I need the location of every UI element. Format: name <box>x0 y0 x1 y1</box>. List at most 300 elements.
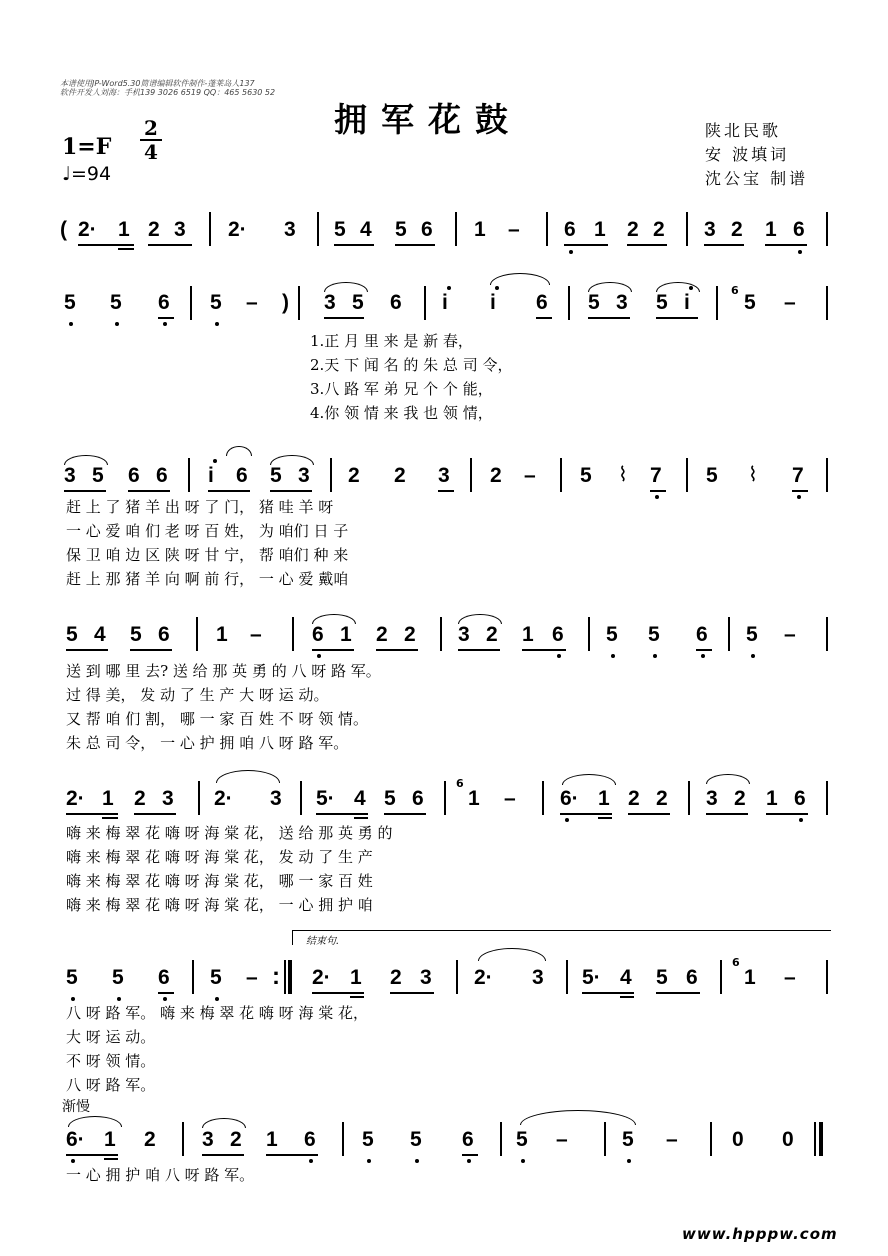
barline <box>470 458 472 492</box>
note: 2· <box>312 966 331 989</box>
note: 1 <box>598 787 610 810</box>
note: 7 <box>792 464 804 487</box>
low-dot <box>557 654 561 658</box>
underline <box>118 248 134 250</box>
note: 6 <box>158 966 170 989</box>
low-dot <box>521 1159 525 1163</box>
underline <box>78 244 134 246</box>
note: 5 <box>334 218 346 241</box>
low-dot <box>798 250 802 254</box>
note: 5 <box>270 464 282 487</box>
note: 1 <box>104 1128 116 1151</box>
note: 3 <box>162 787 174 810</box>
barline <box>317 212 319 246</box>
underline <box>66 813 118 815</box>
note: 3 <box>532 966 544 989</box>
low-dot <box>701 654 705 658</box>
note: 6 <box>421 218 433 241</box>
underline <box>270 490 312 492</box>
note: – <box>784 291 796 314</box>
underline <box>334 244 374 246</box>
note: 1 <box>118 218 130 241</box>
note: 6 <box>536 291 548 314</box>
note: 1 <box>766 787 778 810</box>
low-dot <box>569 250 573 254</box>
note: – <box>784 623 796 646</box>
underline <box>598 817 612 819</box>
note: 1 <box>468 787 480 810</box>
note: 2 <box>390 966 402 989</box>
underline <box>620 996 634 998</box>
low-dot <box>71 1159 75 1163</box>
song-info <box>705 119 808 191</box>
underline <box>202 1154 244 1156</box>
underline <box>458 649 500 651</box>
high-dot <box>689 286 693 290</box>
barline <box>542 781 544 815</box>
low-dot <box>797 495 801 499</box>
note: 7 <box>650 464 662 487</box>
slur <box>706 774 750 784</box>
note: 5 <box>622 1128 634 1151</box>
note: 5 <box>580 464 592 487</box>
underline <box>627 244 667 246</box>
grace-note-6: 6 <box>731 284 739 297</box>
barline <box>292 617 294 651</box>
note: 2· <box>78 218 97 241</box>
barline <box>826 781 828 815</box>
note: 5· <box>316 787 335 810</box>
underline <box>354 817 368 819</box>
note: 6 <box>236 464 248 487</box>
note: 6 <box>696 623 708 646</box>
barline <box>720 960 722 994</box>
lyric-verse-1: 一 心 拥 护 咱 八 呀 路 军。 <box>66 1166 255 1184</box>
underline <box>66 1154 118 1156</box>
note: 0 <box>732 1128 744 1151</box>
lyricist: 安 波填词 <box>705 145 790 164</box>
note: 5 <box>516 1128 528 1151</box>
note: 5 <box>112 966 124 989</box>
note: – <box>666 1128 678 1151</box>
lyric-verse-1: 嗨 来 梅 翠 花 嗨 呀 海 棠 花， 送 给 那 英 勇 的 <box>66 824 393 842</box>
underline <box>438 490 454 492</box>
underline <box>395 244 435 246</box>
note: 5 <box>64 291 76 314</box>
lyric-verse-2: 一 心 爱 咱 们 老 呀 百 姓， 为 咱们 日 子 <box>66 522 349 540</box>
low-dot <box>415 1159 419 1163</box>
low-dot <box>367 1159 371 1163</box>
low-dot <box>117 997 121 1001</box>
note: 5 <box>706 464 718 487</box>
note: – <box>250 623 262 646</box>
note: 1 <box>266 1128 278 1151</box>
note: 6 <box>312 623 324 646</box>
note: 6 <box>462 1128 474 1151</box>
underline <box>560 813 612 815</box>
repeat-barline-thick <box>288 960 292 994</box>
note: 6 <box>158 291 170 314</box>
note: 3 <box>438 464 450 487</box>
grace-note-6: 6 <box>732 956 740 969</box>
low-dot <box>655 495 659 499</box>
barline <box>342 1122 344 1156</box>
barline <box>826 458 828 492</box>
underline <box>628 813 670 815</box>
underline <box>462 1154 478 1156</box>
note: 5 <box>110 291 122 314</box>
note: 5 <box>92 464 104 487</box>
time-denominator: 4 <box>144 140 158 164</box>
note: 1 <box>340 623 352 646</box>
barline <box>198 781 200 815</box>
underline <box>582 992 634 994</box>
barline <box>500 1122 502 1156</box>
barline <box>588 617 590 651</box>
note: 2· <box>66 787 85 810</box>
barline <box>444 781 446 815</box>
underline <box>130 649 172 651</box>
underline <box>266 1154 318 1156</box>
note: 1 <box>102 787 114 810</box>
underline <box>766 813 808 815</box>
underline <box>650 490 666 492</box>
lyric-verse-2: 过 得 美， 发 动 了 生 产 大 呀 运 动。 <box>66 686 329 704</box>
underline <box>324 317 364 319</box>
note: 3 <box>420 966 432 989</box>
note: 5 <box>656 966 668 989</box>
note: i <box>442 291 448 314</box>
song-origin: 陕北民歌 <box>705 121 782 140</box>
note: 6 <box>156 464 168 487</box>
barline <box>826 617 828 651</box>
note: 5 <box>606 623 618 646</box>
note: 2 <box>627 218 639 241</box>
note: 2 <box>230 1128 242 1151</box>
note: 1 <box>474 218 486 241</box>
song-title: 拥军花鼓 <box>334 100 522 139</box>
underline <box>66 649 108 651</box>
lyric-verse-1: 八 呀 路 军。 嗨 来 梅 翠 花 嗨 呀 海 棠 花， <box>66 1004 368 1022</box>
note: 3 <box>706 787 718 810</box>
slur <box>216 770 280 783</box>
note: 2 <box>731 218 743 241</box>
lyric-verse-1: 1.正 月 里 来 是 新 春， <box>310 332 473 350</box>
underline <box>656 992 700 994</box>
barline <box>826 286 828 320</box>
underline <box>208 490 250 492</box>
note: – <box>784 966 796 989</box>
barline <box>560 458 562 492</box>
low-dot <box>317 654 321 658</box>
barline <box>826 212 828 246</box>
note: 5 <box>656 291 668 314</box>
final-barline-thick <box>819 1122 823 1156</box>
time-signature <box>140 118 162 162</box>
note: 1 <box>594 218 606 241</box>
barline <box>298 286 300 320</box>
barline <box>568 286 570 320</box>
low-dot <box>799 818 803 822</box>
underline <box>64 490 106 492</box>
barline <box>300 781 302 815</box>
lyric-verse-3: 嗨 来 梅 翠 花 嗨 呀 海 棠 花， 哪 一 家 百 姓 <box>66 872 373 890</box>
underline <box>102 817 118 819</box>
low-dot <box>309 1159 313 1163</box>
barline <box>456 960 458 994</box>
lyric-verse-4: 八 呀 路 军。 <box>66 1076 156 1094</box>
low-dot <box>653 654 657 658</box>
arranger: 沈公宝 制谱 <box>705 169 809 188</box>
software-credit-line-2: 软件开发人刘海：手机139 3026 6519 QQ：465 5630 52 <box>60 88 276 97</box>
note: 5 <box>384 787 396 810</box>
note: 2· <box>474 966 493 989</box>
note: 5 <box>588 291 600 314</box>
tempo-value: =94 <box>70 163 112 185</box>
underline <box>536 317 552 319</box>
barline <box>192 960 194 994</box>
barline <box>686 458 688 492</box>
note: – <box>508 218 520 241</box>
barline <box>196 617 198 651</box>
low-dot <box>627 1159 631 1163</box>
underline <box>656 317 698 319</box>
note: i <box>490 291 496 314</box>
barline <box>209 212 211 246</box>
note: 6 <box>793 218 805 241</box>
note: 6 <box>304 1128 316 1151</box>
underline <box>564 244 608 246</box>
note: – <box>504 787 516 810</box>
lyric-verse-3: 不 呀 领 情。 <box>66 1052 156 1070</box>
note: 3 <box>64 464 76 487</box>
barline <box>604 1122 606 1156</box>
note: i <box>684 291 690 314</box>
note: 2 <box>134 787 146 810</box>
low-dot <box>611 654 615 658</box>
low-dot <box>69 322 73 326</box>
lyric-verse-1: 送 到 哪 里 去? 送 给 那 英 勇 的 八 呀 路 军。 <box>66 662 381 680</box>
note: 4 <box>94 623 106 646</box>
repeat-dots: : <box>272 963 280 990</box>
note: 1 <box>350 966 362 989</box>
underline <box>390 992 434 994</box>
low-dot <box>215 997 219 1001</box>
ending-bracket <box>292 930 831 945</box>
low-dot <box>115 322 119 326</box>
barline <box>190 286 192 320</box>
note: 3 <box>704 218 716 241</box>
slur <box>226 446 252 456</box>
note: 2 <box>148 218 160 241</box>
lyric-verse-1: 赶 上 了 猪 羊 出 呀 了 门， 猪 哇 羊 呀 <box>66 498 334 516</box>
note: 2 <box>404 623 416 646</box>
slur <box>562 774 616 785</box>
note: 4 <box>354 787 366 810</box>
note: 6 <box>390 291 402 314</box>
key-signature: 1=F <box>62 134 112 160</box>
barline <box>188 458 190 492</box>
lyric-verse-3: 3.八 路 军 弟 兄 个 个 能， <box>310 380 493 398</box>
note: 2 <box>348 464 360 487</box>
note: 1 <box>765 218 777 241</box>
underline <box>376 649 418 651</box>
barline <box>440 617 442 651</box>
underline <box>312 992 364 994</box>
note: 3 <box>284 218 296 241</box>
note: 3 <box>298 464 310 487</box>
note: 3 <box>202 1128 214 1151</box>
note: 2 <box>734 787 746 810</box>
note: 3 <box>324 291 336 314</box>
note: 2· <box>228 218 247 241</box>
note: – <box>524 464 536 487</box>
underline <box>316 813 368 815</box>
underline <box>522 649 566 651</box>
low-dot <box>751 654 755 658</box>
note: 6· <box>560 787 579 810</box>
barline <box>710 1122 712 1156</box>
underline <box>128 490 170 492</box>
underline <box>148 244 192 246</box>
low-dot <box>565 818 569 822</box>
note: 5 <box>410 1128 422 1151</box>
tempo-marking <box>62 163 111 185</box>
underline <box>588 317 630 319</box>
barline <box>826 960 828 994</box>
barline <box>546 212 548 246</box>
note: 4 <box>360 218 372 241</box>
barline <box>455 212 457 246</box>
note: 2 <box>376 623 388 646</box>
barline <box>716 286 718 320</box>
note: 6 <box>564 218 576 241</box>
slur <box>68 1116 122 1127</box>
note: – <box>246 291 258 314</box>
time-numerator: 2 <box>144 116 158 140</box>
note: 2 <box>486 623 498 646</box>
note: 5 <box>66 966 78 989</box>
note: 3 <box>174 218 186 241</box>
website-footer[interactable]: www.hpppw.com <box>682 1225 838 1243</box>
note: 1 <box>522 623 534 646</box>
note: – <box>556 1128 568 1151</box>
barline <box>686 212 688 246</box>
low-dot <box>71 997 75 1001</box>
barline <box>182 1122 184 1156</box>
note: 2 <box>490 464 502 487</box>
note: 5 <box>744 291 756 314</box>
note: 5 <box>130 623 142 646</box>
slur <box>202 1118 246 1128</box>
underline <box>158 992 174 994</box>
note: 3 <box>458 623 470 646</box>
note: 1 <box>744 966 756 989</box>
grace-note-6: 6 <box>456 777 464 790</box>
note: 4 <box>620 966 632 989</box>
underline <box>792 490 808 492</box>
high-dot <box>447 286 451 290</box>
note: 6 <box>412 787 424 810</box>
note: 0 <box>782 1128 794 1151</box>
note: 6 <box>128 464 140 487</box>
note: 5 <box>362 1128 374 1151</box>
lyric-verse-3: 保 卫 咱 边 区 陕 呀 甘 宁， 帮 咱们 种 来 <box>66 546 349 564</box>
ending-label: 结束句. <box>306 936 340 947</box>
underline <box>706 813 748 815</box>
note: 2 <box>394 464 406 487</box>
software-credit-line-1: 本谱使用JP-Word5.30简谱编辑软件制作-蓬莱岛人137 <box>60 79 255 88</box>
barline <box>566 960 568 994</box>
note: 3 <box>616 291 628 314</box>
note: 2 <box>656 787 668 810</box>
quarter-note-icon: ♩ <box>62 163 71 185</box>
lyric-verse-4: 朱 总 司 令， 一 心 护 拥 咱 八 呀 路 军。 <box>66 734 349 752</box>
underline <box>104 1158 118 1160</box>
glissando-icon: ⌇ <box>618 462 628 486</box>
lyric-verse-2: 2.天 下 闻 名 的 朱 总 司 令， <box>310 356 513 374</box>
note: i <box>208 464 214 487</box>
underline <box>312 649 354 651</box>
repeat-barline-thin <box>284 960 286 994</box>
lyric-verse-2: 大 呀 运 动。 <box>66 1028 156 1046</box>
high-dot <box>213 459 217 463</box>
note: 2· <box>214 787 233 810</box>
high-dot <box>495 286 499 290</box>
underline <box>765 244 807 246</box>
underline <box>704 244 744 246</box>
note: 3 <box>270 787 282 810</box>
note: 5 <box>395 218 407 241</box>
low-dot <box>215 322 219 326</box>
note: 5 <box>210 291 222 314</box>
tempo-ritardando: 渐慢 <box>62 1099 90 1115</box>
note: 2 <box>653 218 665 241</box>
underline <box>696 649 712 651</box>
lyric-verse-4: 赶 上 那 猪 羊 向 啊 前 行， 一 心 爱 戴咱 <box>66 570 349 588</box>
underline <box>134 813 176 815</box>
tie <box>520 1110 636 1125</box>
final-barline-thin <box>814 1122 816 1156</box>
underline <box>384 813 426 815</box>
note: 5 <box>746 623 758 646</box>
lyric-verse-4: 4.你 领 情 来 我 也 领 情， <box>310 404 493 422</box>
note: 5 <box>210 966 222 989</box>
low-dot <box>163 322 167 326</box>
note: 5· <box>582 966 601 989</box>
lyric-verse-3: 又 帮 咱 们 割， 哪 一 家 百 姓 不 呀 领 情。 <box>66 710 368 728</box>
note: 6· <box>66 1128 85 1151</box>
note: 2 <box>144 1128 156 1151</box>
slur <box>478 948 546 961</box>
note: 5 <box>66 623 78 646</box>
low-dot <box>467 1159 471 1163</box>
note: 2 <box>628 787 640 810</box>
note: 6 <box>794 787 806 810</box>
underline <box>350 996 364 998</box>
note: – <box>246 966 258 989</box>
slur <box>490 273 550 285</box>
barline <box>728 617 730 651</box>
barline <box>424 286 426 320</box>
note: ( <box>60 218 67 241</box>
barline <box>330 458 332 492</box>
low-dot <box>163 997 167 1001</box>
note: ) <box>282 291 289 314</box>
underline <box>158 317 174 319</box>
glissando-icon: ⌇ <box>748 462 758 486</box>
note: 6 <box>686 966 698 989</box>
